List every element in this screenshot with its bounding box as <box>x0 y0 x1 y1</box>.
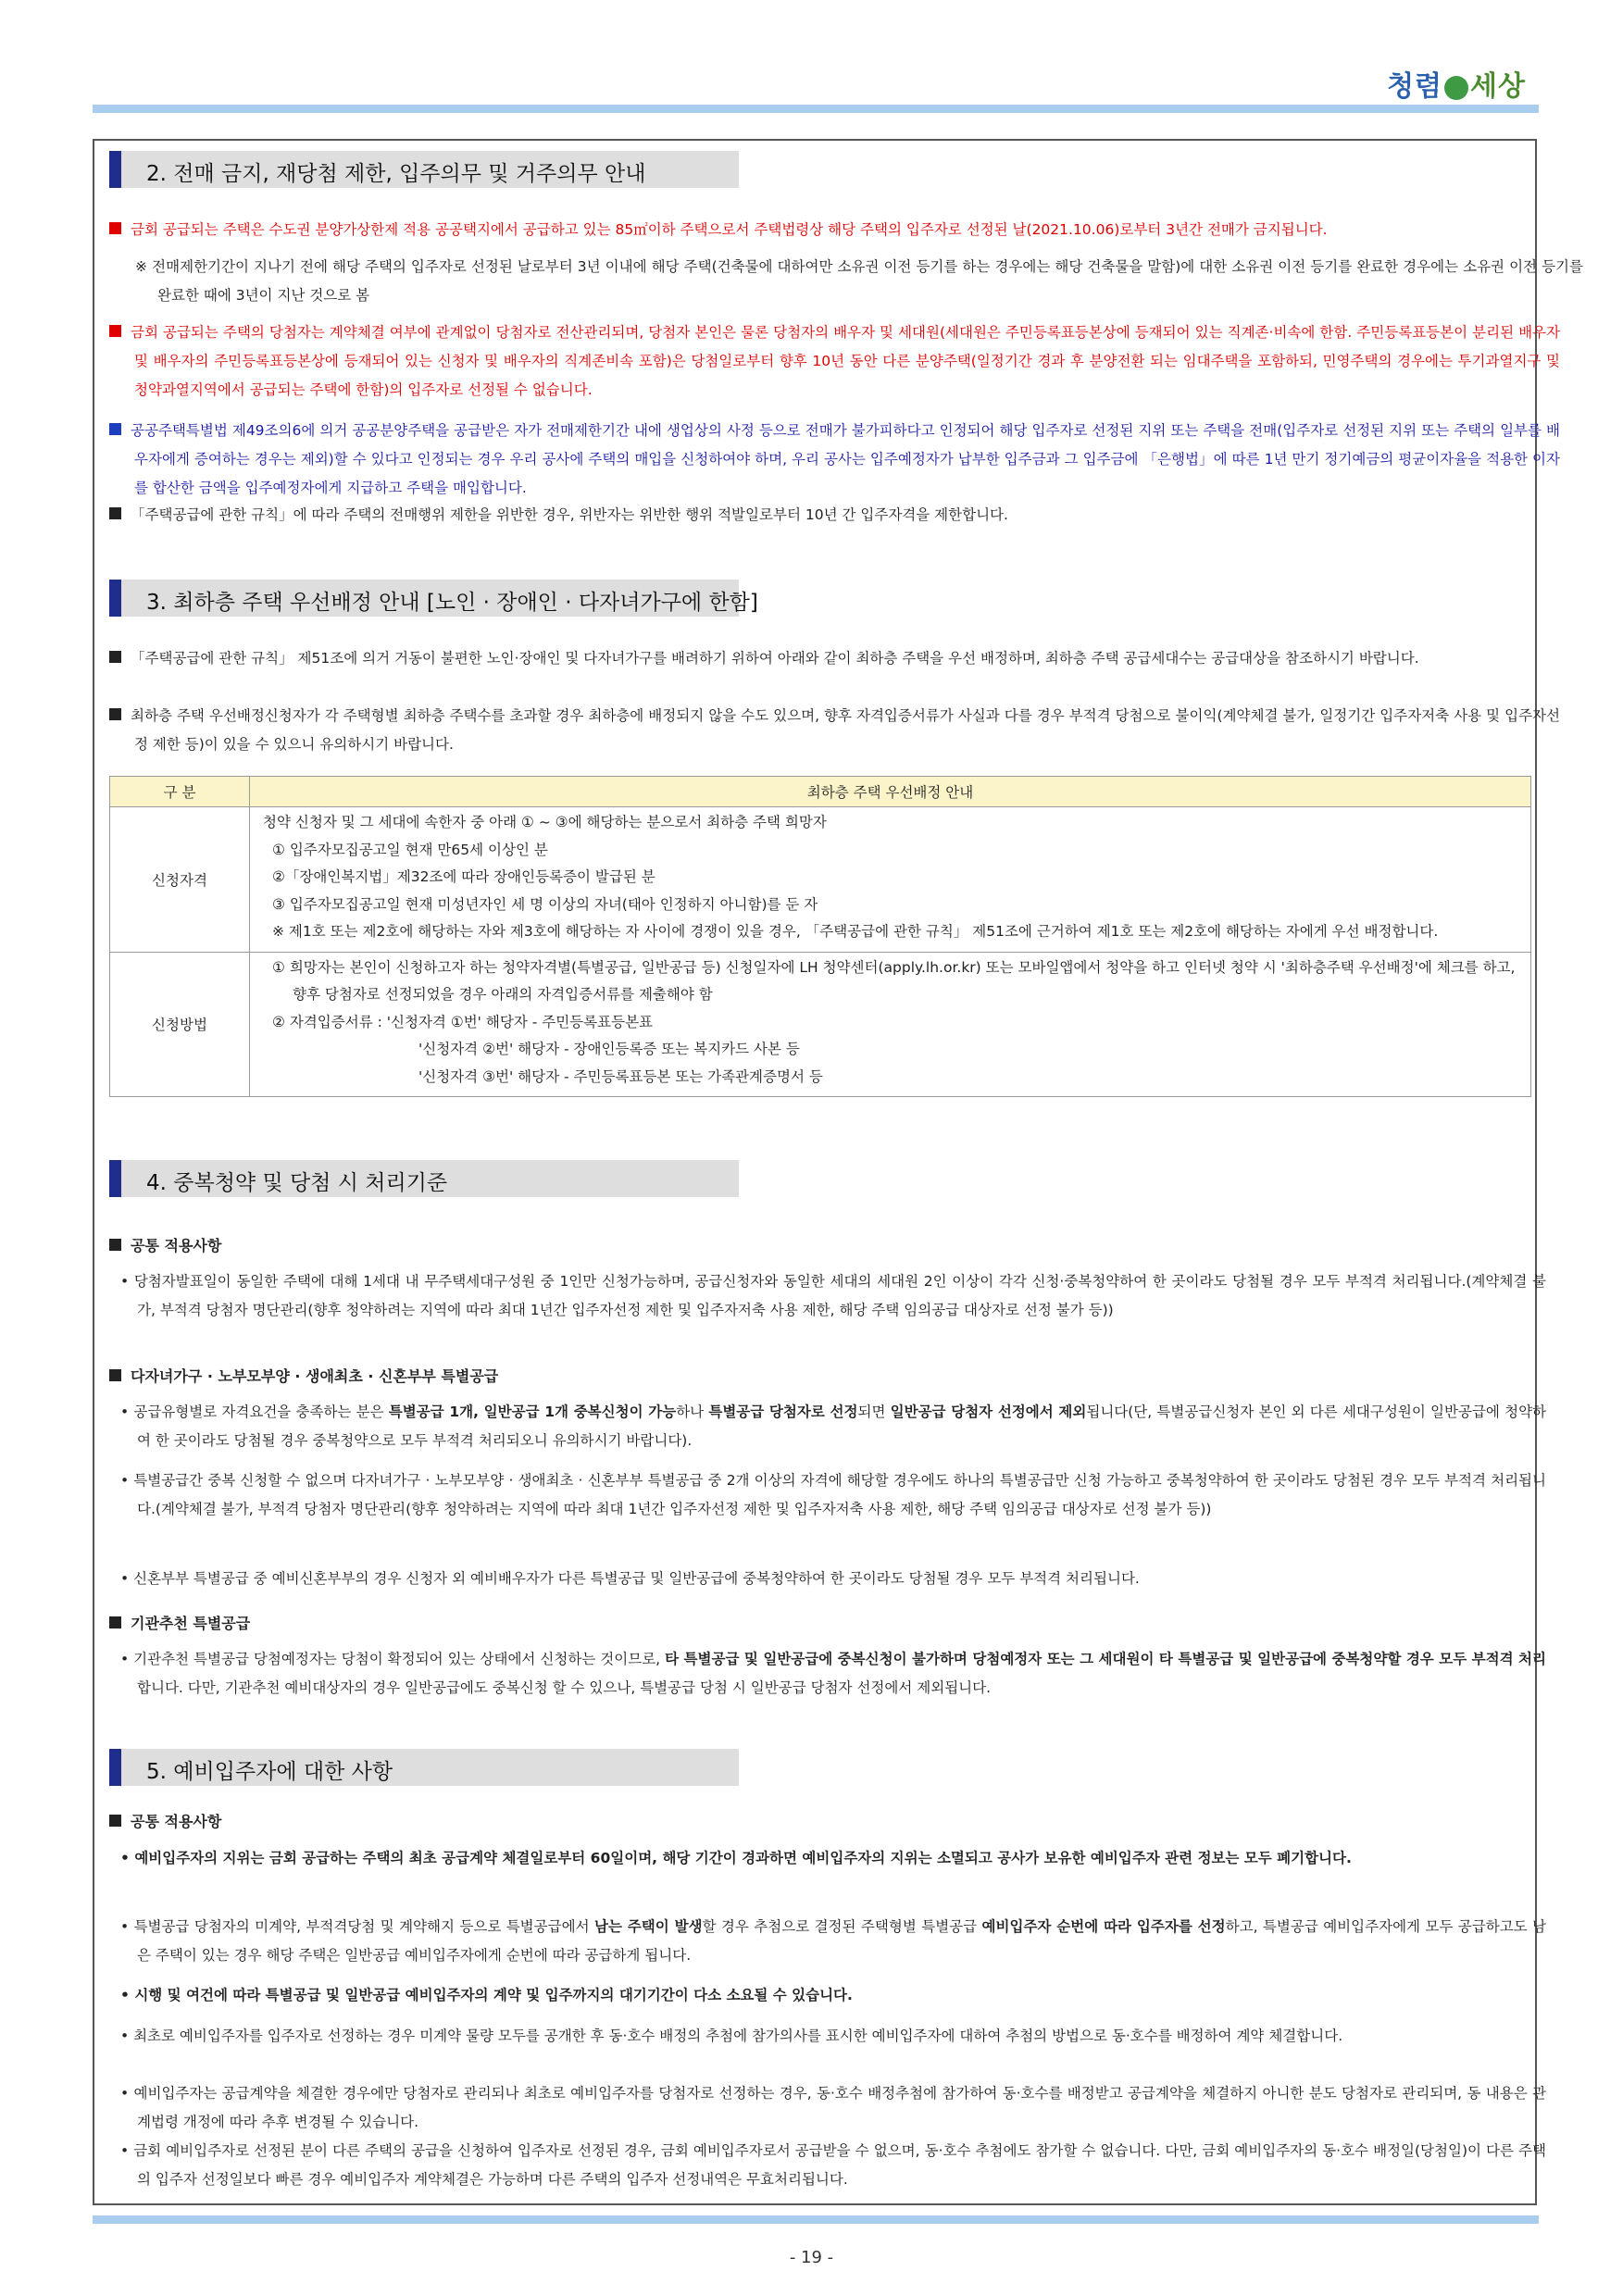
table-row <box>110 952 1531 1097</box>
table-row-label: 신청방법 <box>110 952 250 1097</box>
table-cell <box>250 807 1531 953</box>
section-4-header <box>109 1160 739 1197</box>
s4-bullet-2: • 공급유형별로 자격요건을 충족하는 분은 특별공급 1개, 일반공급 1개 중복신청이 가능하나 특별공급 당첨자로 선정되면 일반공급 당첨자 선정에서 제외됩니다(단, 특별공급신청자 본인 외 다른 세대구성원이 일반공급에 청약하여 한 곳이라도 당첨될 경우 중복청약으로 모두 부적격 처리되오니 유의하시기 바랍니다). <box>120 1404 1547 1449</box>
s4-subheading-1: 공통 적용사항 <box>109 1234 221 1255</box>
bullet-square-icon <box>109 423 121 435</box>
table-row <box>110 807 1531 953</box>
section-2-title: 2. 전매 금지, 재당첨 제한, 입주의무 및 거주의무 안내 <box>146 162 646 186</box>
section-accent-bar <box>109 1160 121 1197</box>
page-number: - 19 - <box>789 2248 834 2267</box>
s4-subheading-3: 기관추천 특별공급 <box>109 1612 250 1633</box>
table-line: ②「장애인복지법」제32조에 따라 장애인등록증이 발급된 분 <box>272 868 655 885</box>
table-header-cell: 최하층 주택 우선배정 안내 <box>250 777 1531 807</box>
section-3-header <box>109 580 758 617</box>
table-header-row <box>110 777 1531 807</box>
bullet-square-icon <box>109 1815 121 1827</box>
section-accent-bar <box>109 580 121 617</box>
table-line: ① 입주자모집공고일 현재 만65세 이상인 분 <box>272 841 548 858</box>
logo-text-1: 청렴 <box>1387 70 1443 103</box>
allocation-table <box>109 776 1531 1097</box>
table-cell <box>250 952 1531 1097</box>
s2-paragraph-4: 「주택공급에 관한 규칙」에 따라 주택의 전매행위 제한을 위반한 경우, 위반자는 위반한 행위 적발일로부터 10년 간 입주자격을 제한합니다. <box>109 501 1560 530</box>
table-line: '신청자격 ③번' 해당자 - 주민등록표등본 또는 가족관계증명서 등 <box>418 1067 823 1085</box>
s4-subheading-2: 다자녀가구 · 노부모부양 · 생애최초 · 신혼부부 특별공급 <box>109 1365 498 1386</box>
section-3-title: 3. 최하층 주택 우선배정 안내 [노인 · 장애인 · 다자녀가구에 한함] <box>146 591 758 615</box>
s4-bullet-5: • 기관추천 특별공급 당첨예정자는 당첨이 확정되어 있는 상태에서 신청하는 것이므로, 타 특별공급 및 일반공급에 중복신청이 불가하며 당첨예정자 또는 그 세대원이 타 특별공급 및 일반공급에 중복청약할 경우 모두 부적격 처리합니다. 다만, 기관추천 예비대상자의 경우 일반공급에도 중복신청 할 수 있으나, 특별공급 당첨 시 일반공급 당첨자 선정에서 제외됩니다. <box>120 1651 1546 1696</box>
table-row-label: 신청자격 <box>110 807 250 953</box>
section-5-title: 5. 예비입주자에 대한 사항 <box>146 1760 393 1784</box>
section-5-header <box>109 1749 739 1786</box>
s4-bullet-4: • 신혼부부 특별공급 중 예비신혼부부의 경우 신청자 외 예비배우자가 다른 특별공급 및 일반공급에 중복청약하여 한 곳이라도 당첨될 경우 모두 부적격 처리됩니다. <box>120 1570 1140 1587</box>
s3-paragraph-1: 「주택공급에 관한 규칙」 제51조에 의거 거동이 불편한 노인·장애인 및 다자녀가구를 배려하기 위하여 아래와 같이 최하층 주택을 우선 배정하며, 최하층 주택 공급세대수는 공급대상을 참조하시기 바랍니다. <box>109 644 1560 673</box>
bullet-square-icon <box>109 708 121 720</box>
bottom-band <box>93 2215 1539 2224</box>
s2-paragraph-3: 공공주택특별법 제49조의6에 의거 공공분양주택을 공급받은 자가 전매제한기간 내에 생업상의 사정 등으로 전매가 불가피하다고 인정되어 해당 입주자로 선정된 지위 또는 주택을 전매(입주자로 선정된 지위 또는 주택의 일부를 배우자에게 증여하는 경우는 제외)할 수 있다고 인정되는 경우 우리 공사에 주택의 매입을 신청하여야 하며, 우리 공사는 입주예정자가 납부한 입주금과 그 입주금에 「은행법」에 따른 1년 만기 정기예금의 평균이자율을 적용한 이자를 합산한 금액을 입주예정자에게 지급하고 주택을 매입합니다. <box>109 417 1560 503</box>
s5-bullet-2: • 특별공급 당첨자의 미계약, 부적격당첨 및 계약해지 등으로 특별공급에서 남는 주택이 발생할 경우 추첨으로 결정된 주택형별 특별공급 예비입주자 순번에 따라 입주자를 선정하고, 특별공급 예비입주자에게 모두 공급하고도 남은 주택이 있는 경우 해당 주택은 일반공급 예비입주자에게 순번에 따라 공급하게 됩니다. <box>120 1918 1547 1964</box>
logo-text-2: 세상 <box>1470 70 1526 103</box>
s5-bullet-4: • 최초로 예비입주자를 입주자로 선정하는 경우 미계약 물량 모두를 공개한 후 동·호수 배정의 추첨에 참가의사를 표시한 예비입주자에 대하여 추첨의 방법으로 동·호수를 배정하여 계약 체결합니다. <box>120 2028 1343 2044</box>
top-band <box>93 105 1539 113</box>
section-accent-bar <box>109 1749 121 1786</box>
bullet-square-icon <box>109 1369 121 1381</box>
section-2-header <box>109 151 739 188</box>
bullet-square-icon <box>109 1616 121 1628</box>
s5-bullet-3: • 시행 및 여건에 따라 특별공급 및 일반공급 예비입주자의 계약 및 입주까지의 대기기간이 다소 소요될 수 있습니다. <box>120 1987 853 2003</box>
s5-bullet-5: • 예비입주자는 공급계약을 체결한 경우에만 당첨자로 관리되나 최초로 예비입주자를 당첨자로 선정하는 경우, 동·호수 배정추첨에 참가하여 동·호수를 배정받고 공급계약을 체결하지 아니한 분도 당첨자로 관리되며, 동 내용은 관계법령 개정에 따라 추후 변경될 수 있습니다. <box>120 2085 1546 2130</box>
s2-paragraph-1: 금회 공급되는 주택은 수도권 분양가상한제 적용 공공택지에서 공급하고 있는 85㎡이하 주택으로서 주택법령상 해당 주택의 입주자로 선정된 날(2021.10.06)로부터 3년간 전매가 금지됩니다. <box>109 216 1535 244</box>
logo-emblem-icon <box>1444 76 1468 100</box>
bullet-square-icon <box>109 222 121 234</box>
s4-bullet-1: • 당첨자발표일이 동일한 주택에 대해 1세대 내 무주택세대구성원 중 1인만 신청가능하며, 공급신청자와 동일한 세대의 세대원 2인 이상이 각각 신청·중복청약하여 한 곳이라도 당첨될 경우 모두 부적격 처리됩니다.(계약체결 불가, 부적격 당첨자 명단관리(향후 청약하려는 지역에 따라 최대 1년간 입주자선정 제한 및 입주자저축 사용 제한, 해당 주택 임의공급 대상자로 선정 불가 등)) <box>120 1273 1546 1318</box>
table-line: ③ 입주자모집공고일 현재 미성년자인 세 명 이상의 자녀(태아 인정하지 아니함)를 둔 자 <box>272 895 818 913</box>
s5-bullet-1: • 예비입주자의 지위는 금회 공급하는 주택의 최초 공급계약 체결일로부터 60일이며, 해당 기간이 경과하면 예비입주자의 지위는 소멸되고 공사가 보유한 예비입주자 관련 정보는 모두 폐기합니다. <box>120 1850 1352 1866</box>
s5-subheading-1: 공통 적용사항 <box>109 1810 221 1831</box>
table-line: '신청자격 ②번' 해당자 - 장애인등록증 또는 복지카드 사본 등 <box>418 1041 800 1057</box>
s2-paragraph-2: 금회 공급되는 주택의 당첨자는 계약체결 여부에 관계없이 당첨자로 전산관리되며, 당첨자 본인은 물론 당첨자의 배우자 및 세대원(세대원은 주민등록표등본상에 등재되어 있는 직계존·비속에 한함. 주민등록표등본이 분리된 배우자 및 배우자의 주민등록표등본상에 등재되어 있는 신청자 및 배우자의 직계존비속 포함)은 당첨일로부터 향후 10년 동안 다른 분양주택(일정기간 경과 후 분양전환 되는 임대주택을 포함하되, 민영주택의 경우에는 투기과열지구 및 청약과열지역에서 공급되는 주택에 한함)의 입주자로 선정될 수 없습니다. <box>109 318 1560 405</box>
s2-note-1: ※ 전매제한기간이 지나기 전에 해당 주택의 입주자로 선정된 날로부터 3년 이내에 해당 주택(건축물에 대하여만 소유권 이전 등기를 하는 경우에는 해당 건축물을 말함)에 대한 소유권 이전 등기를 완료한 경우에는 소유권 이전 등기를 완료한 때에 3년이 지난 것으로 봄 <box>135 258 1583 304</box>
table-line: ① 희망자는 본인이 신청하고자 하는 청약자격별(특별공급, 일반공급 등) 신청일자에 LH 청약센터(apply.lh.or.kr) 또는 모바일앱에서 청약을 하고 인터넷 청약 시 '최하층주택 우선배정'에 체크를 하고, 향후 당첨자로 선정되었을 경우 아래의 자격입증서류를 제출해야 함 <box>272 958 1516 1003</box>
bullet-square-icon <box>109 1239 121 1251</box>
s4-bullet-3: • 특별공급간 중복 신청할 수 없으며 다자녀가구 · 노부모부양 · 생애최초 · 신혼부부 특별공급 중 2개 이상의 자격에 해당할 경우에도 하나의 특별공급만 신청 가능하고 중복청약하여 한 곳이라도 당첨된 경우 모두 부적격 처리됩니다.(계약체결 불가, 부적격 당첨자 명단관리(향후 청약하려는 지역에 따라 최대 1년간 입주자선정 제한 및 입주자저축 사용 제한, 해당 주택 임의공급 대상자로 선정 불가 등)) <box>120 1472 1546 1517</box>
s3-paragraph-2: 최하층 주택 우선배정신청자가 각 주택형별 최하층 주택수를 초과할 경우 최하층에 배정되지 않을 수도 있으며, 향후 자격입증서류가 사실과 다를 경우 부적격 당첨으로 불이익(계약체결 불가, 일정기간 입주자저축 사용 및 입주자선정 제한 등)이 있을 수 있으니 유의하시기 바랍니다. <box>109 702 1560 759</box>
table-line: ② 자격입증서류 : '신청자격 ①번' 해당자 - 주민등록표등본표 <box>272 1013 654 1030</box>
s5-bullet-6: • 금회 예비입주자로 선정된 분이 다른 주택의 공급을 신청하여 입주자로 선정된 경우, 금회 예비입주자로서 공급받을 수 없으며, 동·호수 추첨에도 참가할 수 없습니다. 다만, 금회 예비입주자의 동·호수 배정일(당첨일)이 다른 주택의 입주자 선정일보다 빠른 경우 예비입주자 계약체결은 가능하며 다른 주택의 입주자 선정내역은 무효처리됩니다. <box>120 2142 1546 2188</box>
table-header-cell: 구 분 <box>110 777 250 807</box>
table-line: 청약 신청자 및 그 세대에 속한자 중 아래 ① ~ ③에 해당하는 분으로서 최하층 주택 희망자 <box>263 814 827 830</box>
table-line: ※ 제1호 또는 제2호에 해당하는 자와 제3호에 해당하는 자 사이에 경쟁이 있을 경우, 「주택공급에 관한 규칙」 제51조에 근거하여 제1호 또는 제2호에 해당하는 자에게 우선 배정합니다. <box>272 923 1439 940</box>
section-accent-bar <box>109 151 121 188</box>
logo <box>1387 63 1526 104</box>
section-4-title: 4. 중복청약 및 당첨 시 처리기준 <box>146 1171 448 1195</box>
bullet-square-icon <box>109 325 121 337</box>
bullet-square-icon <box>109 507 121 519</box>
bullet-square-icon <box>109 651 121 663</box>
